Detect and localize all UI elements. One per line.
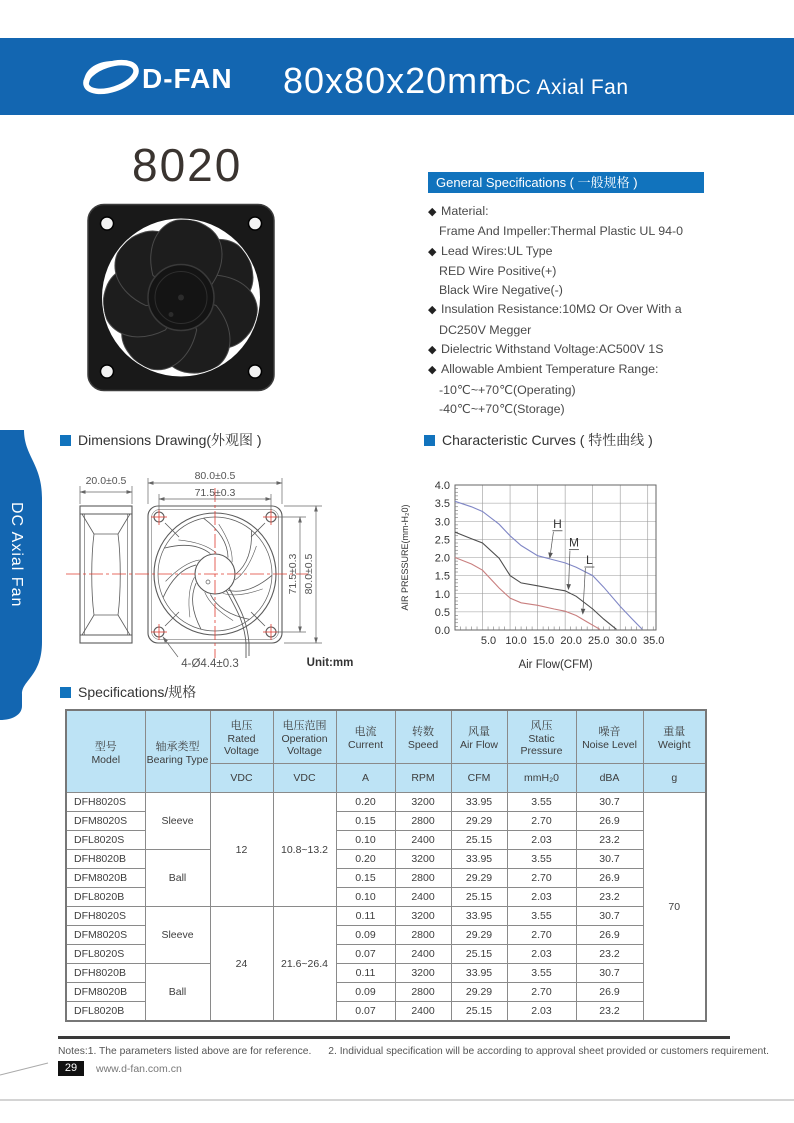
col-header-operation-voltage: 电压范围 Operation Voltage <box>273 710 336 764</box>
unit-rpm: RPM <box>395 764 451 793</box>
dimension-lines <box>80 478 322 657</box>
dimension-labels <box>86 470 354 670</box>
note-2: 2. Individual specification will be according to approval sheet provided or customers requirement. <box>328 1046 769 1057</box>
spec-line: ◆ Dielectric Withstand Voltage:AC500V 1S <box>428 340 704 360</box>
col-header-static-pressure: 风压 Static Pressure <box>507 710 576 764</box>
diamond-bullet: ◆ <box>428 304 437 317</box>
footer-decor-lines <box>0 1055 794 1115</box>
unit-cfm: CFM <box>451 764 507 793</box>
unit-mmh2o: mmH₂0 <box>507 764 576 793</box>
spec-line: RED Wire Positive(+) <box>439 263 557 278</box>
svg-text:25.0: 25.0 <box>587 635 610 647</box>
spec-line: ◆ Allowable Ambient Temperature Range: <box>428 360 704 380</box>
svg-text:0.0: 0.0 <box>434 625 450 637</box>
spec-line: Frame And Impeller:Thermal Plastic UL 94-0 <box>439 224 684 239</box>
diamond-bullet: ◆ <box>428 245 437 258</box>
spec-line: ◆ Material: <box>428 202 704 222</box>
dim-holes: 4-Ø4.4±0.3 <box>181 658 239 670</box>
svg-text:20.0: 20.0 <box>560 635 582 647</box>
dim-inner-width: 71.5±0.3 <box>194 487 236 499</box>
dim-inner-height: 71.5±0.3 <box>287 553 299 595</box>
col-header-airflow: 风量 Air Flow <box>451 710 507 764</box>
table-row: DFL8020B 0.07 2400 25.15 2.03 23.2 <box>66 1002 706 1022</box>
unit-vdc: VDC <box>273 764 336 793</box>
spec-line: -40℃~+70℃(Storage) <box>439 401 565 416</box>
svg-text:M: M <box>568 535 579 550</box>
dim-depth: 20.0±0.5 <box>85 475 127 487</box>
side-view <box>80 506 132 643</box>
table-row: DFL8020S 0.07 2400 25.15 2.03 23.2 <box>66 945 706 964</box>
lead-wires <box>226 588 249 658</box>
svg-text:Air Flow(CFM): Air Flow(CFM) <box>518 659 593 671</box>
svg-text:2.0: 2.0 <box>434 552 450 565</box>
sidebar-category-tab <box>0 430 44 720</box>
fan-product-photo <box>86 200 276 395</box>
table-row: DFM8020B 0.09 2800 29.29 2.70 26.9 <box>66 983 706 1002</box>
unit-note: Unit:mm <box>306 657 354 669</box>
dim-outer-width: 80.0±0.5 <box>194 470 236 482</box>
svg-text:4.0: 4.0 <box>434 480 450 492</box>
general-specs-list <box>428 202 704 419</box>
website-link[interactable]: www.d-fan.com.cn <box>96 1062 182 1075</box>
col-header-weight: 重量 Weight <box>643 710 706 764</box>
col-header-speed: 转数 Speed <box>395 710 451 764</box>
svg-text:15.0: 15.0 <box>532 635 555 647</box>
table-row: DFM8020B 0.15 2800 29.29 2.70 26.9 <box>66 869 706 888</box>
diamond-bullet: ◆ <box>428 364 437 377</box>
section-title-dimensions: Dimensions Drawing(外观图 ) <box>60 430 262 450</box>
unit-g: g <box>643 764 706 793</box>
page-title-type: DC Axial Fan <box>500 76 629 99</box>
svg-text:2.5: 2.5 <box>434 534 450 547</box>
fan-swoosh-icon <box>82 57 139 97</box>
spec-line: ◆ Lead Wires:UL Type <box>428 242 704 262</box>
table-row: DFH8020S Sleeve 12 10.8~13.2 0.20 3200 33.95 3.55 30.7 70 <box>66 793 706 812</box>
svg-text:3.5: 3.5 <box>434 498 450 511</box>
svg-text:H: H <box>553 516 562 531</box>
section-title-curves: Characteristic Curves ( 特性曲线 ) <box>424 430 653 450</box>
table-row: DFM8020S 0.15 2800 29.29 2.70 26.9 <box>66 812 706 831</box>
svg-text:1.0: 1.0 <box>434 588 450 601</box>
svg-text:AIR PRESSURE(mm-H₂0): AIR PRESSURE(mm-H₂0) <box>400 504 410 611</box>
unit-vdc: VDC <box>210 764 273 793</box>
general-specs-header: General Specifications ( 一般规格 ) <box>428 172 704 193</box>
col-header-rated-voltage: 电压 Rated Voltage <box>210 710 273 764</box>
diamond-bullet: ◆ <box>428 344 437 357</box>
svg-text:10.0: 10.0 <box>505 635 527 647</box>
svg-text:L: L <box>586 553 593 568</box>
spec-line: -10℃~+70℃(Operating) <box>439 382 576 397</box>
blue-square-icon <box>424 435 435 446</box>
svg-text:30.0: 30.0 <box>615 635 637 647</box>
col-header-noise: 噪音 Noise Level <box>576 710 643 764</box>
sidebar-label: DC Axial Fan <box>8 502 25 608</box>
table-row: DFL8020S 0.10 2400 25.15 2.03 23.2 <box>66 831 706 850</box>
table-row: DFM8020S 0.09 2800 29.29 2.70 26.9 <box>66 926 706 945</box>
characteristic-curves-chart <box>393 468 678 683</box>
unit-dba: dBA <box>576 764 643 793</box>
section-title-specifications: Specifications/规格 <box>60 682 196 702</box>
dimensions-drawing <box>58 452 420 690</box>
spec-line: DC250V Megger <box>439 322 532 337</box>
svg-text:5.0: 5.0 <box>480 635 497 647</box>
specifications-table <box>65 709 707 1022</box>
svg-text:0.5: 0.5 <box>434 606 450 619</box>
svg-text:1.5: 1.5 <box>434 570 450 583</box>
unit-a: A <box>336 764 395 793</box>
footer-rule <box>58 1036 730 1039</box>
col-header-model: 型号 Model <box>66 710 145 793</box>
spec-line: Black Wire Negative(-) <box>439 283 563 298</box>
spec-line: ◆ Insulation Resistance:10MΩ Or Over With a <box>428 300 704 320</box>
dim-outer-height: 80.0±0.5 <box>303 553 315 595</box>
header-bar <box>0 38 794 115</box>
table-row: DFH8020S Sleeve 24 21.6~26.4 0.11 3200 33.95 3.55 30.7 <box>66 907 706 926</box>
model-number: 8020 <box>132 139 243 191</box>
col-header-current: 电流 Current <box>336 710 395 764</box>
page-number-badge: 29 <box>58 1061 84 1076</box>
svg-text:3.0: 3.0 <box>434 516 450 529</box>
col-header-bearing: 轴承类型 Bearing Type <box>145 710 210 793</box>
brand-name: D-FAN <box>142 63 233 94</box>
page-title-size: 80x80x20mm <box>283 60 510 101</box>
svg-text:35.0: 35.0 <box>643 635 665 647</box>
blue-square-icon <box>60 687 71 698</box>
diamond-bullet: ◆ <box>428 206 437 218</box>
table-row: DFL8020B 0.10 2400 25.15 2.03 23.2 <box>66 888 706 907</box>
table-row: DFH8020B Ball 0.20 3200 33.95 3.55 30.7 <box>66 850 706 869</box>
brand-logo <box>82 53 272 101</box>
table-row: DFH8020B Ball 0.11 3200 33.95 3.55 30.7 <box>66 964 706 983</box>
general-specifications <box>428 172 704 419</box>
blue-square-icon <box>60 435 71 446</box>
note-1: Notes:1. The parameters listed above are for reference. <box>58 1046 312 1057</box>
